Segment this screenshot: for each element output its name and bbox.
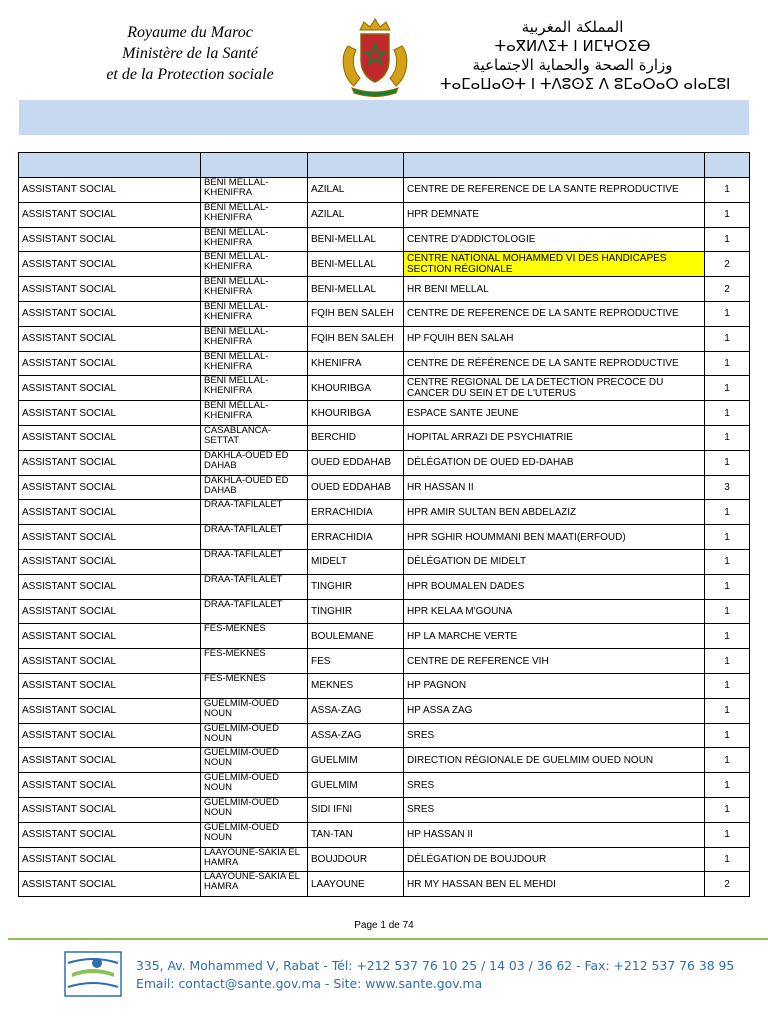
page-number: Page 1 de 74	[354, 920, 414, 931]
cell-province: MIDELT	[308, 549, 404, 574]
cell-establishment: HP LA MARCHE VERTE	[404, 624, 705, 649]
cell-establishment: CENTRE DE REFERENCE DE LA SANTE REPRODUCTIVE	[404, 178, 705, 203]
cell-grade: ASSISTANT SOCIAL	[19, 748, 201, 773]
cell-grade: ASSISTANT SOCIAL	[19, 227, 201, 252]
cell-postes: 1	[705, 649, 750, 674]
table-row	[19, 500, 750, 525]
cell-postes: 1	[705, 723, 750, 748]
cell-grade: ASSISTANT SOCIAL	[19, 649, 201, 674]
table-row	[19, 549, 750, 574]
cell-province: ERRACHIDIA	[308, 500, 404, 525]
cell-region: GUELMIM-OUED NOUN	[201, 773, 308, 798]
cell-province: GUELMIM	[308, 773, 404, 798]
cell-grade: ASSISTANT SOCIAL	[19, 202, 201, 227]
cell-establishment: CENTRE DE RÉFÉRENCE DE LA SANTE REPRODUCTIVE	[404, 351, 705, 376]
cell-grade: ASSISTANT SOCIAL	[19, 797, 201, 822]
header-ar-line: ⵜⴰⴳⵍⴷⵉⵜ ⵏ ⵍⵎⵖⵔⵉⴱ	[494, 37, 651, 55]
cell-province: BENI-MELLAL	[308, 277, 404, 302]
cell-region: DRAA-TAFILALET	[201, 599, 308, 624]
footer-contact: Email: contact@sante.gov.ma - Site: www.sante.gov.ma	[136, 976, 483, 991]
cell-establishment: HP FQUIH BEN SALAH	[404, 326, 705, 351]
cell-grade: ASSISTANT SOCIAL	[19, 599, 201, 624]
table-row	[19, 872, 750, 897]
cell-province: FES	[308, 649, 404, 674]
table-row	[19, 252, 750, 277]
footer-address: 335, Av. Mohammed V, Rabat - Tél: +212 537 76 10 25 / 14 03 / 36 62 - Fax: +212 537 76 38 95	[136, 958, 735, 973]
cell-region: DAKHLA-OUED ED DAHAB	[201, 475, 308, 500]
table-row	[19, 773, 750, 798]
header-ar-line: وزارة الصحة والحماية الاجتماعية	[472, 56, 673, 74]
cell-postes: 1	[705, 425, 750, 450]
cell-province: KHOURIBGA	[308, 401, 404, 426]
cell-establishment: HP HASSAN II	[404, 822, 705, 847]
table-row	[19, 376, 750, 401]
header-arabic	[440, 18, 731, 94]
cell-region: FES-MEKNES	[201, 649, 308, 674]
cell-region: BENI MELLAL-KHENIFRA	[201, 252, 308, 277]
cell-grade: ASSISTANT SOCIAL	[19, 549, 201, 574]
cell-region: BENI MELLAL-KHENIFRA	[201, 202, 308, 227]
header-fr-line: Royaume du Maroc	[127, 24, 253, 41]
cell-postes: 1	[705, 773, 750, 798]
cell-establishment: HOPITAL ARRAZI DE PSYCHIATRIE	[404, 425, 705, 450]
table-row	[19, 450, 750, 475]
cell-province: MEKNES	[308, 673, 404, 698]
cell-grade: ASSISTANT SOCIAL	[19, 673, 201, 698]
column-header	[19, 153, 201, 178]
cell-postes: 1	[705, 500, 750, 525]
cell-province: BOULEMANE	[308, 624, 404, 649]
cell-establishment: DÉLÉGATION DE BOUJDOUR	[404, 847, 705, 872]
cell-region: BENI MELLAL-KHENIFRA	[201, 277, 308, 302]
table-row	[19, 401, 750, 426]
cell-region: BENI MELLAL-KHENIFRA	[201, 351, 308, 376]
cell-establishment: HPR BOUMALEN DADES	[404, 574, 705, 599]
cell-province: BERCHID	[308, 425, 404, 450]
cell-grade: ASSISTANT SOCIAL	[19, 450, 201, 475]
cell-grade: ASSISTANT SOCIAL	[19, 500, 201, 525]
cell-province: TINGHIR	[308, 599, 404, 624]
table-row	[19, 202, 750, 227]
cell-postes: 1	[705, 574, 750, 599]
column-header	[404, 153, 705, 178]
cell-province: BENI-MELLAL	[308, 227, 404, 252]
header-ar-line: المملكة المغربية	[521, 18, 624, 36]
cell-region: GUELMIM-OUED NOUN	[201, 698, 308, 723]
cell-postes: 1	[705, 301, 750, 326]
cell-region: DRAA-TAFILALET	[201, 549, 308, 574]
cell-province: ASSA-ZAG	[308, 698, 404, 723]
cell-region: BENI MELLAL-KHENIFRA	[201, 376, 308, 401]
table-row	[19, 673, 750, 698]
cell-establishment: CENTRE DE REFERENCE DE LA SANTE REPRODUCTIVE	[404, 301, 705, 326]
ministry-logo-icon	[64, 951, 122, 997]
cell-region: GUELMIM-OUED NOUN	[201, 797, 308, 822]
footer-divider	[8, 938, 768, 940]
cell-postes: 3	[705, 475, 750, 500]
cell-province: OUED EDDAHAB	[308, 450, 404, 475]
cell-grade: ASSISTANT SOCIAL	[19, 847, 201, 872]
table-row	[19, 326, 750, 351]
cell-establishment: DÉLÉGATION DE OUED ED-DAHAB	[404, 450, 705, 475]
cell-postes: 1	[705, 326, 750, 351]
cell-province: AZILAL	[308, 202, 404, 227]
title-band	[19, 100, 749, 135]
cell-establishment: HPR DEMNATE	[404, 202, 705, 227]
cell-grade: ASSISTANT SOCIAL	[19, 277, 201, 302]
table-row	[19, 227, 750, 252]
cell-postes: 1	[705, 549, 750, 574]
cell-grade: ASSISTANT SOCIAL	[19, 376, 201, 401]
footer-address-block	[136, 957, 734, 993]
cell-province: BENI-MELLAL	[308, 252, 404, 277]
header-ar-line: ⵜⴰⵎⴰⵡⴰⵙⵜ ⵏ ⵜⴷⵓⵙⵉ ⴷ ⵓⵎⴰⵔⴰⵔ ⴰⵏⴰⵎⵓⵏ	[440, 75, 731, 93]
cell-grade: ASSISTANT SOCIAL	[19, 574, 201, 599]
table-row	[19, 351, 750, 376]
cell-postes: 1	[705, 401, 750, 426]
cell-province: BOUJDOUR	[308, 847, 404, 872]
table-row	[19, 847, 750, 872]
cell-grade: ASSISTANT SOCIAL	[19, 178, 201, 203]
cell-region: BENI MELLAL-KHENIFRA	[201, 301, 308, 326]
cell-establishment: HP PAGNON	[404, 673, 705, 698]
cell-province: GUELMIM	[308, 748, 404, 773]
table-row	[19, 475, 750, 500]
cell-grade: ASSISTANT SOCIAL	[19, 723, 201, 748]
cell-grade: ASSISTANT SOCIAL	[19, 301, 201, 326]
cell-region: GUELMIM-OUED NOUN	[201, 723, 308, 748]
cell-province: ERRACHIDIA	[308, 525, 404, 550]
cell-establishment: CENTRE NATIONAL MOHAMMED VI DES HANDICAPES SECTION RÉGIONALE	[404, 252, 705, 277]
cell-grade: ASSISTANT SOCIAL	[19, 624, 201, 649]
cell-region: CASABLANCA-SETTAT	[201, 425, 308, 450]
column-header	[201, 153, 308, 178]
cell-establishment: HP ASSA ZAG	[404, 698, 705, 723]
cell-establishment: CENTRE D'ADDICTOLOGIE	[404, 227, 705, 252]
cell-establishment: HPR AMIR SULTAN BEN ABDELAZIZ	[404, 500, 705, 525]
cell-region: GUELMIM-OUED NOUN	[201, 822, 308, 847]
cell-region: LAAYOUNE-SAKIA EL HAMRA	[201, 847, 308, 872]
cell-region: BENI MELLAL-KHENIFRA	[201, 178, 308, 203]
cell-grade: ASSISTANT SOCIAL	[19, 401, 201, 426]
cell-region: LAAYOUNE-SAKIA EL HAMRA	[201, 872, 308, 897]
cell-postes: 1	[705, 797, 750, 822]
cell-establishment: DIRECTION RÉGIONALE DE GUELMIM OUED NOUN	[404, 748, 705, 773]
cell-establishment: SRES	[404, 773, 705, 798]
table-row	[19, 525, 750, 550]
table-row	[19, 425, 750, 450]
cell-province: SIDI IFNI	[308, 797, 404, 822]
cell-province: LAAYOUNE	[308, 872, 404, 897]
cell-province: ASSA-ZAG	[308, 723, 404, 748]
royal-coat-of-arms-icon	[334, 16, 416, 98]
cell-province: FQIH BEN SALEH	[308, 301, 404, 326]
cell-region: BENI MELLAL-KHENIFRA	[201, 401, 308, 426]
cell-postes: 1	[705, 847, 750, 872]
cell-province: FQIH BEN SALEH	[308, 326, 404, 351]
cell-establishment: CENTRE DE REFERENCE VIH	[404, 649, 705, 674]
cell-grade: ASSISTANT SOCIAL	[19, 475, 201, 500]
cell-region: FES-MEKNES	[201, 673, 308, 698]
cell-grade: ASSISTANT SOCIAL	[19, 326, 201, 351]
cell-postes: 1	[705, 450, 750, 475]
cell-establishment: HR MY HASSAN BEN EL MEHDI	[404, 872, 705, 897]
cell-postes: 2	[705, 277, 750, 302]
cell-grade: ASSISTANT SOCIAL	[19, 872, 201, 897]
cell-establishment: SRES	[404, 797, 705, 822]
cell-postes: 1	[705, 822, 750, 847]
cell-province: AZILAL	[308, 178, 404, 203]
cell-grade: ASSISTANT SOCIAL	[19, 351, 201, 376]
cell-grade: ASSISTANT SOCIAL	[19, 425, 201, 450]
cell-postes: 1	[705, 376, 750, 401]
table-row	[19, 748, 750, 773]
cell-province: KHENIFRA	[308, 351, 404, 376]
header-fr-line: et de la Protection sociale	[106, 66, 274, 83]
cell-grade: ASSISTANT SOCIAL	[19, 252, 201, 277]
cell-grade: ASSISTANT SOCIAL	[19, 822, 201, 847]
cell-postes: 1	[705, 748, 750, 773]
cell-establishment: ESPACE SANTE JEUNE	[404, 401, 705, 426]
cell-province: TINGHIR	[308, 574, 404, 599]
cell-region: DRAA-TAFILALET	[201, 525, 308, 550]
table-row	[19, 698, 750, 723]
table-row	[19, 723, 750, 748]
header-french	[60, 22, 320, 85]
cell-establishment: HPR SGHIR HOUMMANI BEN MAATI(ERFOUD)	[404, 525, 705, 550]
table-row	[19, 822, 750, 847]
cell-region: DRAA-TAFILALET	[201, 500, 308, 525]
column-header	[705, 153, 750, 178]
table-row	[19, 574, 750, 599]
cell-postes: 1	[705, 673, 750, 698]
cell-postes: 1	[705, 698, 750, 723]
cell-establishment: HR HASSAN II	[404, 475, 705, 500]
cell-postes: 2	[705, 872, 750, 897]
cell-province: OUED EDDAHAB	[308, 475, 404, 500]
table-row	[19, 301, 750, 326]
cell-grade: ASSISTANT SOCIAL	[19, 773, 201, 798]
cell-region: DAKHLA-OUED ED DAHAB	[201, 450, 308, 475]
column-header	[308, 153, 404, 178]
cell-establishment: SRES	[404, 723, 705, 748]
cell-region: GUELMIM-OUED NOUN	[201, 748, 308, 773]
cell-region: BENI MELLAL-KHENIFRA	[201, 326, 308, 351]
cell-province: KHOURIBGA	[308, 376, 404, 401]
cell-postes: 1	[705, 351, 750, 376]
table-row	[19, 599, 750, 624]
cell-postes: 1	[705, 202, 750, 227]
cell-postes: 2	[705, 252, 750, 277]
table-row	[19, 649, 750, 674]
cell-establishment: DÉLÉGATION DE MIDELT	[404, 549, 705, 574]
table-row	[19, 624, 750, 649]
header-fr-line: Ministère de la Santé	[122, 45, 258, 62]
table-header-row	[19, 153, 750, 178]
cell-postes: 1	[705, 178, 750, 203]
table-row	[19, 797, 750, 822]
cell-grade: ASSISTANT SOCIAL	[19, 698, 201, 723]
cell-postes: 1	[705, 599, 750, 624]
postes-table	[18, 152, 750, 897]
cell-postes: 1	[705, 624, 750, 649]
cell-region: FES-MEKNES	[201, 624, 308, 649]
cell-establishment: HR BENI MELLAL	[404, 277, 705, 302]
cell-grade: ASSISTANT SOCIAL	[19, 525, 201, 550]
cell-region: BENI MELLAL-KHENIFRA	[201, 227, 308, 252]
table-row	[19, 178, 750, 203]
cell-postes: 1	[705, 227, 750, 252]
cell-establishment: HPR KELAA M'GOUNA	[404, 599, 705, 624]
table-row	[19, 277, 750, 302]
cell-province: TAN-TAN	[308, 822, 404, 847]
cell-postes: 1	[705, 525, 750, 550]
cell-establishment: CENTRE REGIONAL DE LA DETECTION PRECOCE DU CANCER DU SEIN ET DE L'UTERUS	[404, 376, 705, 401]
cell-region: DRAA-TAFILALET	[201, 574, 308, 599]
